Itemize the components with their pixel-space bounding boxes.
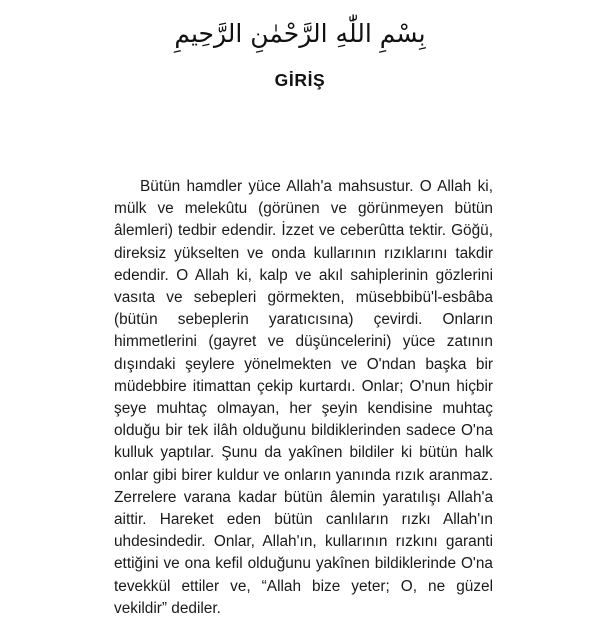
body-text-block xyxy=(114,176,493,620)
body-paragraph: Bütün hamdler yüce Allah'a mahsustur. O Allah ki, mülk ve melekûtu (görünen ve görünmeyen bütün âlemleri) tedbir edendir. İzzet ve ceberûtta tektir. Göğü, direksiz yükselten ve onda kullarının rızıklarını takdir edendir. O Allah ki, kalp ve akıl sahiplerinin gözlerini vasıta ve sebepleri görmekten, müsebbibü'l-esbâba (bütün sebeplerin yaratıcısına) çevirdi. Onların himmetlerini (gayret ve düşüncelerini) yüce zatının dışındaki şeylere yönelmekten ve O'ndan başka bir müdebbire itimattan çekip kurtardı. Onlar; O'nun hiçbir şeye muhtaç olmayan, her şeyin kendisine muhtaç olduğu bir tek ilâh olduğunu bildiklerinden sadece O'na kulluk yaptılar. Şunu da yakînen bildiler ki bütün halk onlar gibi birer kuldur ve onların yanında rızık aranmaz. Zerrelere varana kadar bütün âlemin yaratılışı Allah'a aittir. Hareket eden bütün canlıların rızkı Allah'ın uhdesindedir. Onlar, Allah'ın, kullarının rızkını garanti ettiğini ve ona kefil olduğunu yakînen bildiklerinde O'na tevekkül ettiler ve, “Allah bize yeter; O, ne güzel vekildir” dediler. xyxy=(114,178,493,617)
page-title: GİRİŞ xyxy=(274,70,326,90)
basmala-arabic-text: بِسْمِ اللّٰهِ الرَّحْمٰنِ الرَّحِيمِ xyxy=(174,19,426,48)
